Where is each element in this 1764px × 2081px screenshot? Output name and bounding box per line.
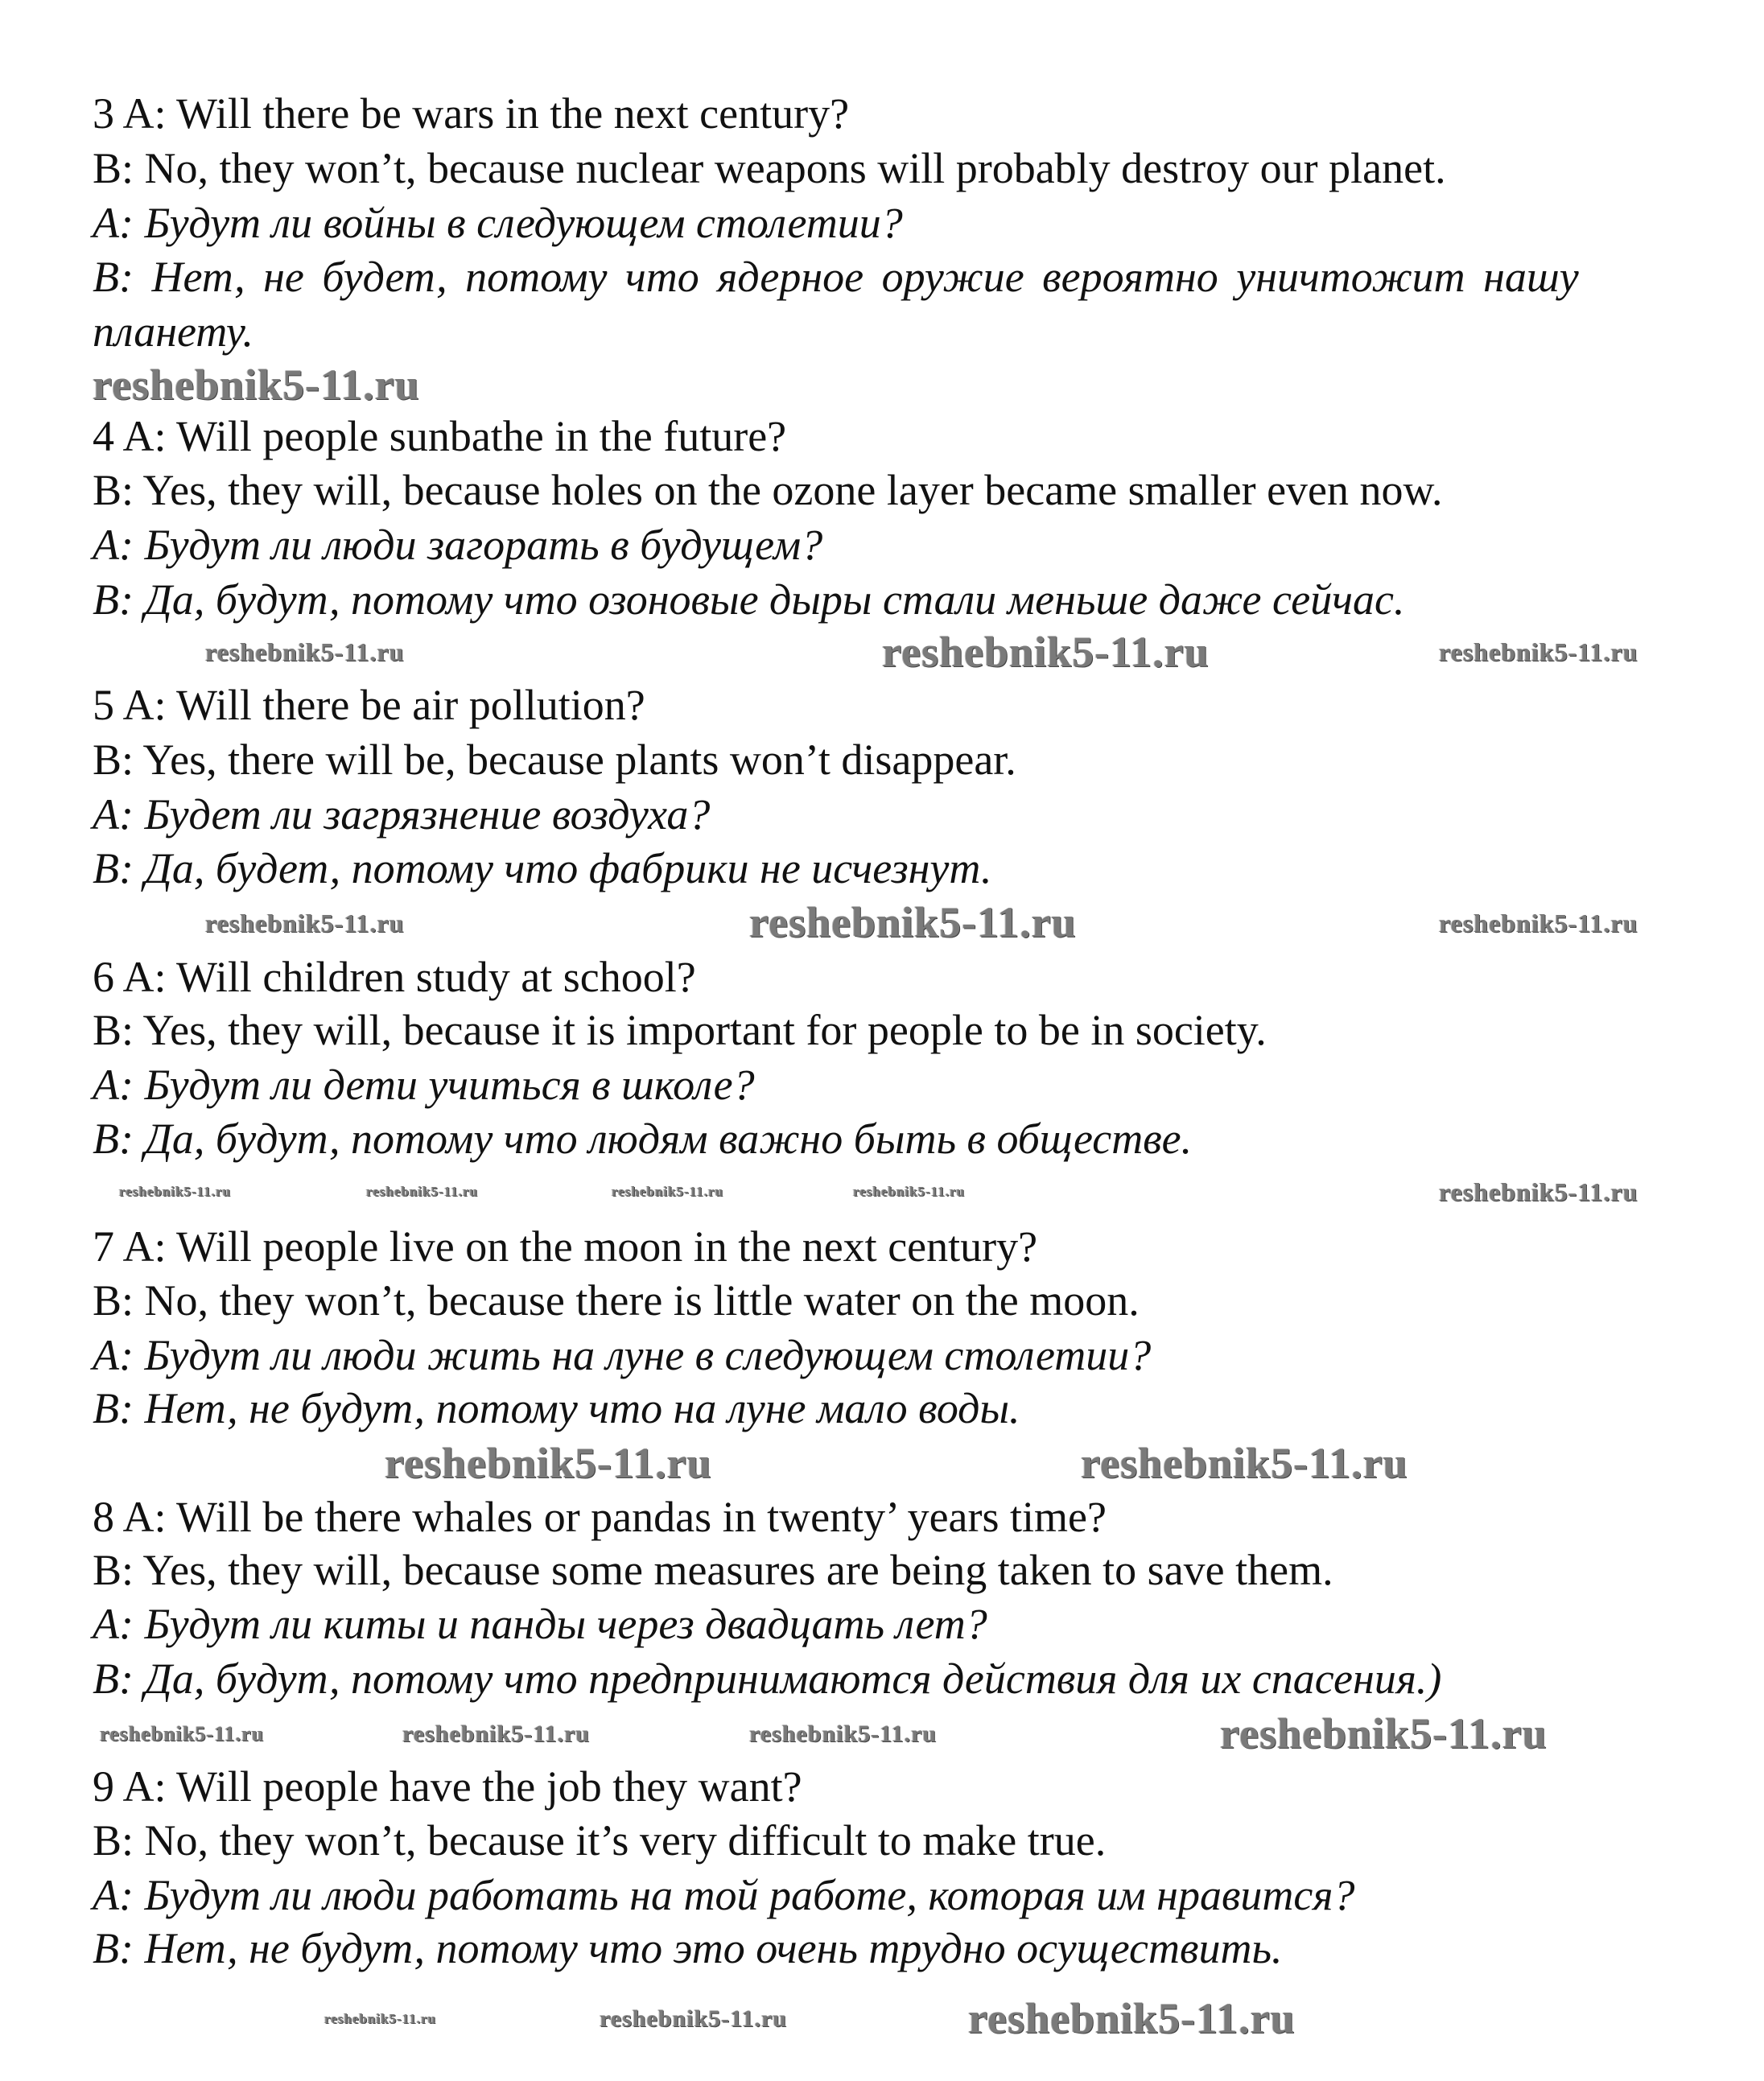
watermark: reshebnik5-11.ru — [402, 1720, 590, 1747]
watermark: reshebnik5-11.ru — [205, 637, 405, 666]
answer-ru: В: Да, будут, потому что предпринимаются действия для их спасения.) — [93, 1654, 1442, 1703]
question-en: 6 A: Will children study at school? — [93, 953, 696, 1001]
answer-ru-continued: планету. — [93, 307, 253, 356]
watermark: reshebnik5-11.ru — [1439, 637, 1638, 666]
watermark: reshebnik5-11.ru — [1439, 1177, 1638, 1206]
watermark: reshebnik5-11.ru — [749, 898, 1077, 946]
answer-en: B: No, they won’t, because nuclear weapons will probably destroy our planet. — [93, 144, 1446, 192]
answer-ru: В: Да, будут, потому что людям важно быть в обществе. — [93, 1115, 1193, 1163]
answer-en: B: No, they won’t, because it’s very difficult to make true. — [93, 1816, 1107, 1865]
answer-en: B: No, they won’t, because there is little water on the moon. — [93, 1276, 1140, 1325]
answer-en: B: Yes, they will, because some measures are being taken to save them. — [93, 1546, 1333, 1594]
question-ru: А: Будут ли люди работать на той работе, которая им нравится? — [93, 1871, 1355, 1919]
question-ru: А: Будут ли люди загорать в будущем? — [93, 521, 823, 569]
answer-ru: В: Нет, не будет, потому что ядерное оружие вероятно уничтожит нашу — [93, 253, 1579, 301]
question-en: 7 A: Will people live on the moon in the next century? — [93, 1222, 1038, 1271]
answer-en: B: Yes, they will, because holes on the ozone layer became smaller even now. — [93, 466, 1443, 514]
answer-ru: В: Нет, не будут, потому что это очень трудно осуществить. — [93, 1924, 1283, 1972]
question-ru: А: Будут ли войны в следующем столетии? — [93, 199, 903, 247]
watermark: reshebnik5-11.ru — [749, 1720, 937, 1747]
watermark: reshebnik5-11.ru — [385, 1439, 712, 1487]
watermark: reshebnik5-11.ru — [205, 909, 405, 937]
watermark: reshebnik5-11.ru — [882, 628, 1210, 676]
watermark: reshebnik5-11.ru — [968, 1994, 1296, 2042]
watermark: reshebnik5-11.ru — [324, 2011, 436, 2026]
answer-ru: В: Нет, не будут, потому что на луне мало воды. — [93, 1384, 1020, 1432]
answer-ru: В: Да, будет, потому что фабрики не исчезнут. — [93, 844, 992, 892]
watermark: reshebnik5-11.ru — [1439, 909, 1638, 937]
question-en: 3 A: Will there be wars in the next century? — [93, 89, 850, 138]
answer-en: B: Yes, they will, because it is important for people to be in society. — [93, 1006, 1267, 1054]
question-en: 4 A: Will people sunbathe in the future? — [93, 412, 787, 460]
watermark: reshebnik5-11.ru — [612, 1184, 723, 1199]
question-en: 9 A: Will people have the job they want? — [93, 1762, 802, 1811]
watermark: reshebnik5-11.ru — [600, 2005, 787, 2032]
question-ru: А: Будут ли дети учиться в школе? — [93, 1061, 755, 1109]
question-ru: А: Будет ли загрязнение воздуха? — [93, 790, 711, 839]
answer-en: B: Yes, there will be, because plants won’t disappear. — [93, 736, 1016, 784]
question-en: 5 A: Will there be air pollution? — [93, 681, 645, 729]
watermark: reshebnik5-11.ru — [119, 1184, 231, 1199]
question-en: 8 A: Will be there whales or pandas in twenty’ years time? — [93, 1493, 1107, 1541]
watermark: reshebnik5-11.ru — [366, 1184, 478, 1199]
question-ru: А: Будут ли люди жить на луне в следующем столетии? — [93, 1331, 1152, 1379]
watermark: reshebnik5-11.ru — [853, 1184, 965, 1199]
watermark: reshebnik5-11.ru — [93, 361, 420, 409]
watermark: reshebnik5-11.ru — [1081, 1439, 1408, 1487]
watermark: reshebnik5-11.ru — [100, 1722, 265, 1745]
watermark: reshebnik5-11.ru — [1220, 1709, 1548, 1758]
question-ru: А: Будут ли киты и панды через двадцать лет? — [93, 1600, 987, 1648]
answer-ru: В: Да, будут, потому что озоновые дыры стали меньше даже сейчас. — [93, 575, 1405, 624]
